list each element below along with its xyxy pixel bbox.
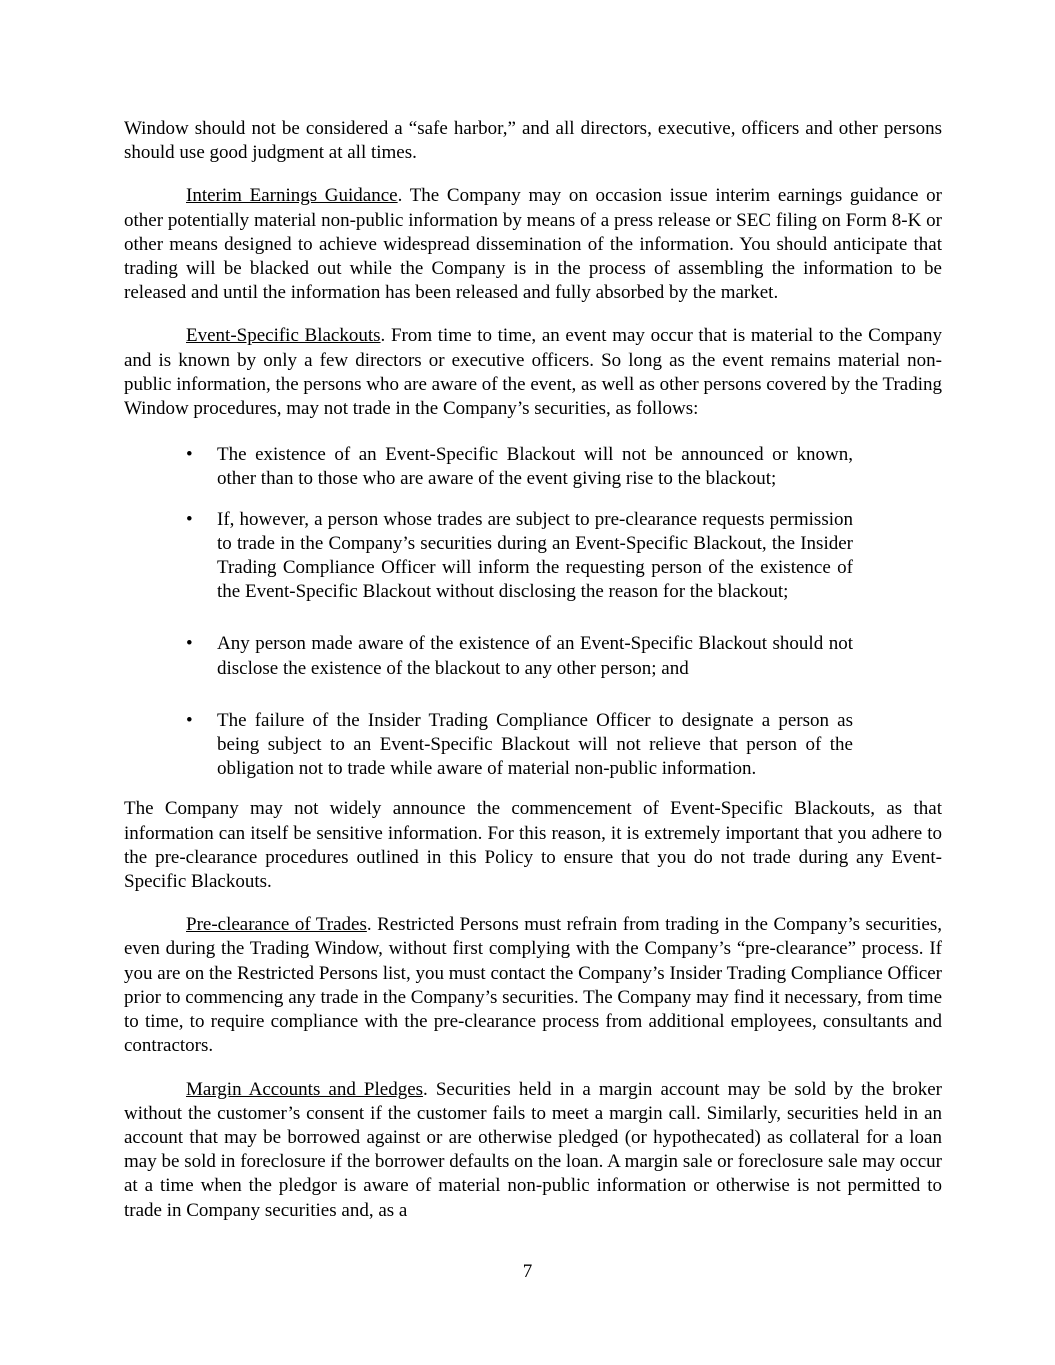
section-heading-pre-clearance-of-trades: Pre-clearance of Trades — [186, 914, 367, 936]
page-number: 7 — [522, 1261, 533, 1282]
section-heading-event-specific-blackouts: Event-Specific Blackouts — [186, 325, 381, 347]
paragraph-text: . From time to time, an event may occur that is material to the Company and is known by only a few directors or executive officers. So long as the event remains material non-public information, the persons who are aware of the event, as well as other persons covered by the Trading Window procedures, may not trade in the Company’s securities, as follows: — [124, 325, 942, 420]
paragraph-interim-earnings-guidance — [124, 184, 942, 305]
bullet-icon: • — [186, 633, 193, 655]
document-page — [124, 117, 942, 1242]
list-item — [186, 709, 853, 782]
paragraph-text: . The Company may on occasion issue interim earnings guidance or other potentially material non-public information by means of a press release or SEC filing on Form 8-K or other means designed to achieve widespread dissemination of the information. You should anticipate that trading will be blacked out while the Company is in the process of assembling the information to be released and until the information has been released and fully absorbed by the market. — [124, 185, 942, 304]
paragraph-pre-clearance-of-trades — [124, 913, 942, 1058]
list-item-text: The existence of an Event-Specific Blackout will not be announced or known, other than to those who are aware of the event giving rise to the blackout; — [217, 444, 853, 490]
list-item — [186, 632, 853, 680]
paragraph-text: Window should not be considered a “safe harbor,” and all directors, executive, officers and other persons should use good judgment at all times. — [124, 118, 942, 164]
list-item-text: Any person made aware of the existence of an Event-Specific Blackout should not disclose the existence of the blackout to any other person; and — [217, 633, 853, 679]
paragraph-announcement — [124, 797, 942, 894]
list-item-text: The failure of the Insider Trading Compliance Officer to designate a person as being subject to an Event-Specific Blackout will not relieve that person of the obligation not to trade while aware of material non-public information. — [217, 709, 853, 780]
paragraph-margin-accounts-and-pledges — [124, 1078, 942, 1223]
section-heading-interim-earnings-guidance: Interim Earnings Guidance — [186, 185, 398, 207]
bullet-icon: • — [186, 444, 193, 466]
paragraph-text: . Securities held in a margin account may be sold by the broker without the customer’s consent if the customer fails to meet a margin call. Similarly, securities held in an account that may be borrowed against or are otherwise pledged (or hypothecated) as collateral for a loan may be sold in foreclosure if the borrower defaults on the loan. A margin sale or foreclosure sale may occur at a time when the pledgor is aware of material non-public information or otherwise is not permitted to trade in Company securities and, as a — [124, 1078, 942, 1221]
paragraph-text: . Restricted Persons must refrain from trading in the Company’s securities, even during the Trading Window, without first complying with the Company’s “pre-clearance” process. If you are on the Restricted Persons list, you must contact the Company’s Insider Trading Compliance Officer prior to commencing any trade in the Company’s securities. The Company may find it necessary, from time to time, to require compliance with the pre-clearance process from additional employees, consultants and contractors. — [124, 914, 942, 1057]
bullet-icon: • — [186, 508, 193, 530]
list-item-text: If, however, a person whose trades are subject to pre-clearance requests permission to trade in the Company’s securities during an Event-Specific Blackout, the Insider Trading Compliance Officer will inform the requesting person of the existence of the Event-Specific Blackout without disclosing the reason for the blackout; — [217, 508, 853, 603]
bullet-icon: • — [186, 709, 193, 731]
section-heading-margin-accounts-and-pledges: Margin Accounts and Pledges — [186, 1078, 424, 1100]
list-item — [186, 443, 853, 491]
paragraph-text: The Company may not widely announce the commencement of Event-Specific Blackouts, as that information can itself be sensitive information. For this reason, it is extremely important that you adhere to the pre-clearance procedures outlined in this Policy to ensure that you do not trade during any Event-Specific Blackouts. — [124, 798, 942, 893]
bullet-list — [124, 443, 942, 781]
paragraph-event-specific-blackouts — [124, 324, 942, 421]
list-item — [186, 508, 853, 605]
paragraph-safe-harbor — [124, 117, 942, 165]
